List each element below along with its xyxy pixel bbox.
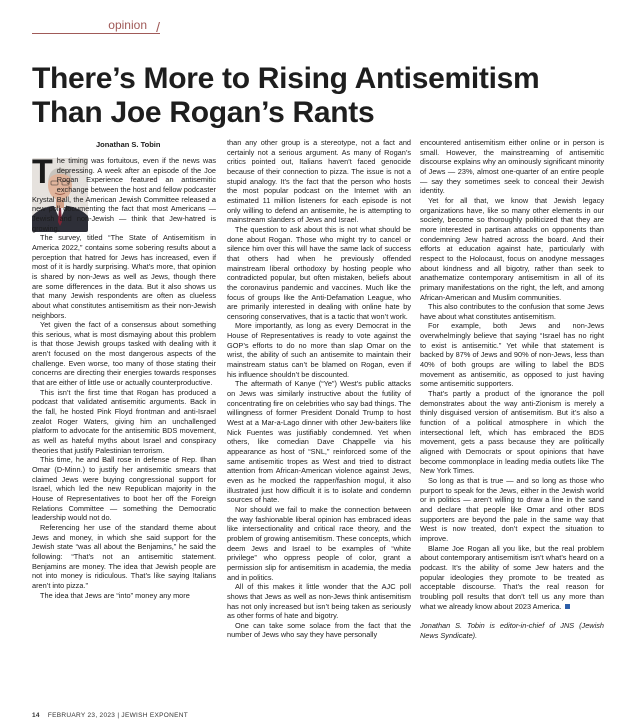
- article-paragraph: More importantly, as long as every Democrat in the House of Representatives is ready to vote against the GOP’s efforts to do no more than slap Omar on the wrist, the ability of such an antisemite to maintain their mainstream status can’t be blamed on Rogan, even if his influence shouldn’t be discounted.: [227, 321, 411, 379]
- article-paragraph: [420, 544, 604, 612]
- footer-info: FEBRUARY 23, 2023 | JEWISH EXPONENT: [47, 712, 189, 719]
- article-paragraph: That’s partly a product of the ignorance the poll demonstrates about the way anti-Zionism is merely a thinly disguised version of antisemitism. But it’s also a function of a political atmosphere in which the intersectional left, which has embraced the BDS movement, gets a pass because they are politically aligned with Democrats or spout opinions that have become commonplace in leading media outlets like The New York Times.: [420, 389, 604, 476]
- article-paragraph: Referencing her use of the standard theme about Jews and money, in which she said support for the Jewish state “was all about the Benjamins,” he said the following: “That’s not an antisemitic statement. Benjamins are money. The idea that Jewish people are not into money is ridiculous. That’s like saying Italians aren’t into pizza.”: [32, 522, 216, 590]
- article-paragraph: Yet for all that, we know that Jewish legacy organizations have, like so many other elements in our society, become so thoroughly politicized that they are more interested in partisan attacks on opponents than condemning Jew hatred across the board. And their efforts at education against hate, particularly with respect to the Holocaust, focus on anodyne messages about kindness and all bigotry, rather than seek to anathematize contemporary antisemitism in all of its primary manifestations on the right, the left, and among African-American and Muslim communities.: [420, 195, 604, 302]
- section-tag: [32, 18, 160, 38]
- section-rule: [32, 33, 160, 34]
- article-paragraph: encountered antisemitism either online or in person is small. However, the mainstreaming of antisemitic discourse explains why an ominously significant minority of Jews — 23%, almost one-quarter of an entire people — say they sometimes seek to conceal their Jewish identity.: [420, 138, 604, 196]
- article-paragraph: [32, 153, 217, 233]
- lead-text-continued: an antisemitic exchange between the host and fellow podcaster Krystal Ball, the American Jewish Committee released a new poll documenting the fact that most Americans — Jewish and non-Jewish — think that Jew-hatred is growing.: [32, 175, 217, 233]
- article-paragraph: This isn’t the first time that Rogan has produced a podcast that validated antisemitic arguments. Back in the fall, he hosted Pink Floyd frontman and anti-Israel zealot Roger Waters, giving him an unchallenged platform to advocate for the antisemitic BDS movement, as well as hateful myths about Israel and conspiracy theories that justify Palestinian terrorism.: [32, 387, 216, 455]
- article-paragraph: The aftermath of Kanye (“Ye”) West’s public attacks on Jews was similarly instructive about the futility of concentrating fire on celebrities who say bad things. The willingness of former President Donald Trump to host West at a Mar-a-Lago dinner with other Jew-baiters like Nick Fuentes was justifiably condemned. Yet when others, like comedian Dave Chappelle via his appearance as host of “SNL,” reinforced some of the same antisemitic tropes as West and tried to distract attention from African-American violence against Jews, even as he mocked the rapper/fashion mogul, it also illustrated just how difficult it is to isolate and condemn sources of hate.: [227, 379, 411, 505]
- article-column-1: [32, 153, 217, 600]
- author-bio: Jonathan S. Tobin is editor-in-chief of JNS (Jewish News Syndicate).: [420, 621, 604, 640]
- lead-text: he timing was fortuitous, even if the news was depressing. A week after an episode of the Joe Rogan Experience featured: [56, 156, 216, 185]
- article-paragraph: Yet given the fact of a consensus about something this serious, what is most dismaying about this problem is that those Jewish groups tasked with dealing with it aren’t focused on the most dangerous aspects of the challenge. Even worse, too many of those stating their concerns are directing their energies towards responses that are either of little use or actually counterproductive.: [32, 320, 216, 388]
- end-mark-icon: [565, 604, 570, 609]
- article-paragraph: than any other group is a stereotype, not a fact and certainly not a serious argument. As many of Rogan’s critics pointed out, Italians haven’t faced genocide because of their connection to pizza. The issue is not a stupid analogy. It’s the fact that the person who hosts the most popular podcast on the Internet with an estimated 11 million listeners for each episode is not only willing to defend an antisemite, he is attempting to mainstream slanders of Jews and Israel.: [227, 138, 411, 225]
- article-column-3: [420, 138, 604, 640]
- article-paragraph: The survey, titled “The State of Antisemitism in America 2022,” contains some sobering results about a perception that hatred for Jews has increased, even if most of it is hardly surprising. What’s more, that opinion is shared by non-Jews as well as Jews, though there are some differences in the data. But it also shows us that many Jewish respondents are often as clueless about what constitutes antisemitism as their non-Jewish neighbors.: [32, 233, 216, 320]
- page-number: 14: [32, 712, 40, 719]
- article-paragraph: All of this makes it little wonder that the AJC poll shows that Jews as well as non-Jews think antisemitism has not only increased but isn’t being taken as seriously as other forms of hate and bigotry.: [227, 582, 411, 621]
- drop-cap: T: [32, 153, 53, 191]
- article-paragraph: So long as that is true — and so long as those who purport to speak for the Jews, either in the Jewish world or in politics — aren’t willing to draw a line in the sand and declare that people like Omar and other BDS supporters are beyond the pale in the same way that West is now treated, don’t expect the situation to improve.: [420, 475, 604, 543]
- article-paragraph: The question to ask about this is not what should be done about Rogan. Those who might try to cancel or silence him over this will have the same lack of success that others had when he previously offended mainstream liberal orthodoxy by hosting people who contradicted popular, but often mistaken, beliefs about the coronavirus pandemic and vaccines. Much like the focus of groups like the Anti-Defamation League, who are primarily interested in dealing with online hate by censoring conservatives, that is a tactic that won’t work.: [227, 224, 411, 321]
- article-paragraph: This time, he and Ball rose in defense of Rep. Ilhan Omar (D-Minn.) to justify her antisemitic smears that claimed Jews were buying congressional support for Israel, which led the new Republican majority in the House of Representatives to boot her off the Foreign Relations Committee — something the Democratic leadership would not do.: [32, 455, 216, 523]
- article-paragraph: Nor should we fail to make the connection between the way fashionable liberal opinion has embraced ideas like intersectionality and critical race theory, and the problem of growing antisemitism. These concepts, which deem Jews and Israel to be examples of “white privilege” who oppress people of color, grant a permission slip for antisemitism in academia, the media and in politics.: [227, 504, 411, 582]
- headline: There’s More to Rising Antisemitism Than Joe Rogan’s Rants: [32, 62, 540, 129]
- article-column-2: [227, 138, 411, 640]
- author-byline: Jonathan S. Tobin: [96, 140, 161, 149]
- article-paragraph: The idea that Jews are “into” money any more: [40, 590, 190, 600]
- article-paragraph: One can take some solace from the fact that the number of Jews who say they have personally: [227, 620, 411, 640]
- article-paragraph: For example, both Jews and non-Jews overwhelmingly believe that saying “Israel has no right to exist is antisemitic.” Yet while that statement is backed by 87% of Jews and 90% of non-Jews, less than 40% of both groups are willing to label the BDS movement as antisemitic, as opposed to just having some antisemitic supporters.: [420, 321, 604, 389]
- closing-paragraph-text: Blame Joe Rogan all you like, but the real problem about contemporary antisemitism isn’t what’s heard on a podcast. It’s the ability of some Jew haters and the popular ideologies they promote to be treated as acceptable discourse. That’s the real reason for troubling poll results that don’t tell us any more than what we already know about 2023 America.: [420, 543, 604, 611]
- section-slash-icon: /: [156, 19, 160, 35]
- section-label: opinion: [105, 18, 150, 32]
- article-paragraph: This also contributes to the confusion that some Jews have about what constitutes antisemitism.: [420, 302, 604, 321]
- page-footer: [32, 712, 188, 719]
